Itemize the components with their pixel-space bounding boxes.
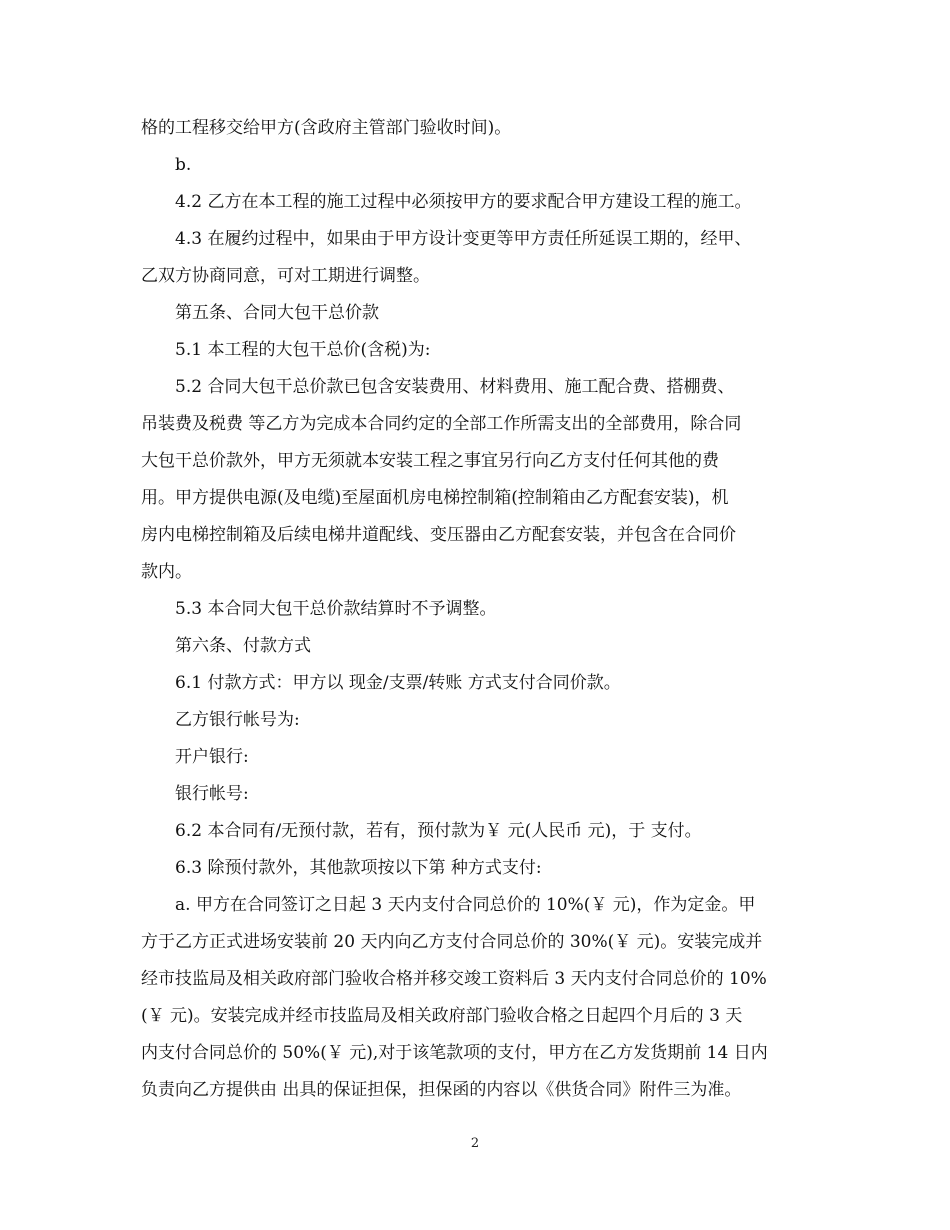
- text-line: 方于乙方正式进场安装前 20 天内向乙方支付合同总价的 30%(￥ 元)。安装完成并: [141, 932, 763, 952]
- text-line: 大包干总价款外，甲方无须就本安装工程之事宜另行向乙方支付任何其他的费: [141, 451, 719, 471]
- text-line: 负责向乙方提供由 出具的保证担保，担保函的内容以《供货合同》附件三为准。: [141, 1080, 742, 1100]
- text-line: 5.2 合同大包干总价款已包含安装费用、材料费用、施工配合费、搭棚费、: [175, 377, 735, 397]
- text-line: 内支付合同总价的 50%(￥ 元),对于该笔款项的支付，甲方在乙方发货期前 14 日内: [141, 1043, 768, 1063]
- text-line: 乙方银行帐号为:: [175, 710, 300, 730]
- text-line: 款内。: [141, 562, 192, 582]
- text-line: 房内电梯控制箱及后续电梯井道配线、变压器由乙方配套安装，并包含在合同价: [141, 525, 736, 545]
- document-body: [141, 110, 811, 1109]
- text-line: 4.3 在履约过程中，如果由于甲方设计变更等甲方责任所延误工期的，经甲、: [175, 229, 752, 249]
- text-line: (￥ 元)。安装完成并经市技监局及相关政府部门验收合格之日起四个月后的 3 天: [141, 1006, 743, 1026]
- text-line: 6.2 本合同有/无预付款，若有，预付款为￥ 元(人民币 元)，于 支付。: [175, 821, 702, 841]
- text-line: b.: [175, 155, 192, 175]
- section-heading: 第五条、合同大包干总价款: [175, 303, 379, 323]
- text-line: 6.1 付款方式：甲方以 现金/支票/转账 方式支付合同价款。: [175, 673, 621, 693]
- text-line: 格的工程移交给甲方(含政府主管部门验收时间)。: [141, 118, 512, 138]
- text-line: 银行帐号:: [175, 784, 249, 804]
- text-line: 乙双方协商同意，可对工期进行调整。: [141, 266, 430, 286]
- section-heading: 第六条、付款方式: [175, 636, 311, 656]
- text-line: 经市技监局及相关政府部门验收合格并移交竣工资料后 3 天内支付合同总价的 10%: [141, 969, 767, 989]
- text-line: 5.3 本合同大包干总价款结算时不予调整。: [175, 599, 497, 619]
- text-line: 开户银行:: [175, 747, 249, 767]
- page-number: 2: [470, 1136, 480, 1151]
- text-line: 6.3 除预付款外，其他款项按以下第 种方式支付:: [175, 858, 542, 878]
- text-line: 4.2 乙方在本工程的施工过程中必须按甲方的要求配合甲方建设工程的施工。: [175, 192, 752, 212]
- text-line: 吊装费及税费 等乙方为完成本合同约定的全部工作所需支出的全部费用，除合同: [141, 414, 742, 434]
- text-line: 用。甲方提供电源(及电缆)至屋面机房电梯控制箱(控制箱由乙方配套安装)，机: [141, 488, 729, 508]
- text-line: 5.1 本工程的大包干总价(含税)为:: [175, 340, 431, 360]
- text-line: a. 甲方在合同签订之日起 3 天内支付合同总价的 10%(￥ 元)，作为定金。甲: [175, 895, 756, 915]
